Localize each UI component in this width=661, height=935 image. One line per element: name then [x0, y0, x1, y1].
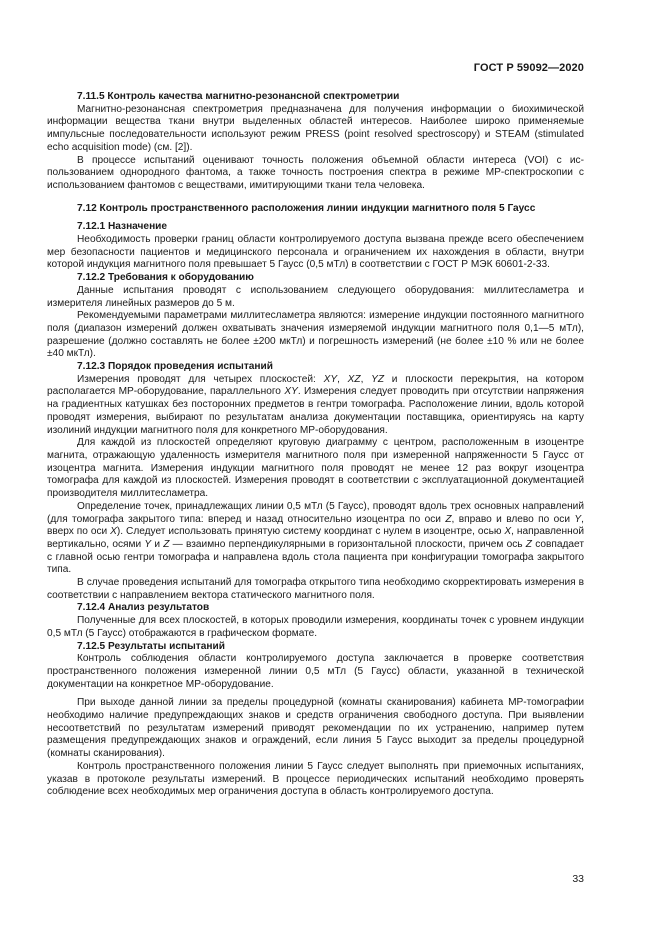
- section-heading-7-12-1: 7.12.1 Назначение: [77, 221, 168, 233]
- paragraph: Полученные для всех плоскостей, в которых проводили измерения, координаты точек с уровнем индукции 0,5 мТл (5 Гаусс) отображаются в графическом формате.: [47, 615, 584, 639]
- section-heading-7-12-3: 7.12.3 Порядок проведения испытаний: [77, 361, 273, 373]
- page-number: 33: [572, 873, 584, 885]
- paragraph: Для каждой из плоскостей определяют круговую диаграмму с центром, расположенным в изоцентре магнита, отражающую удаленность измерителя магнитного поля при измеренной напряженности 5 Гаусс от изоцентра магнита. Измерения индукции магнитного поля проводят не менее 12 раз вокруг изоцентра томографа для каждой из плоскостей. Измерения проводят в соответствии с эксплуатационной документацией производителя миллитесламетра.: [47, 437, 584, 500]
- paragraph: Контроль пространственного положения линии 5 Гаусс следует выполнять при приемочных испытаниях, указав в протоколе результаты измерений. В процессе периодических испытаний необходимо проверять соблюдение всех необходимых мер ограничения доступа в область контролируемого доступа.: [47, 760, 584, 798]
- paragraph: Рекомендуемыми параметрами миллитесламетра являются: измерение индукции постоянного магнитного поля (диапазон измерений должен охватывать значения измеряемой индукции магнитного поля 0,1—5 мТл), разрешение (должно составлять не более ±200 мкТл) и погрешность измерений (не более ±10 % или не более ±40 мкТл).: [47, 310, 584, 360]
- paragraph: В процессе испытаний оценивают точность положения объемной области интереса (VOI) с использованием однородного фантома, а также точность построения спектра в режиме МР-спектроскопии с использованием фантомов с веществами, имитирующими ткани тела человека.: [47, 154, 584, 191]
- paragraph: Данные испытания проводят с использованием следующего оборудования: миллитесламетра и измерителя линейных размеров до 5 м.: [47, 284, 584, 309]
- section-heading-7-12: 7.12 Контроль пространственного расположения линии индукции магнитного поля 5 Гаусс: [77, 202, 536, 214]
- paragraph: Контроль соблюдения области контролируемого доступа заключается в проверке соответствия пространственного положения измеренной линии 0,5 мТл (5 Гаусс) области, указанной в технической документации на конкретное МР-оборудование.: [47, 653, 584, 690]
- paragraph: Измерения проводят для четырех плоскостей: XY, XZ, YZ и плоскости перекрытия, на котором располагается МР-оборудование, параллельного XY. Измерения следует проводить при отсутствии напряжения на градиентных катушках без посторонних предметов в гентри томографа. Расположение линии, вдоль которой проводят измерения, выбирают по результатам анализа документации поставщика, ориентируясь на карту изолиний индукции магнитного поля для конкретного МР-оборудования.: [47, 373, 584, 436]
- paragraph: При выходе данной линии за пределы процедурной (комнаты сканирования) кабинета МР-томографии необходимо наличие предупреждающих знаков и средств ограничения свободного доступа. При выявлении несоответствий по результатам измерений приводят рекомендации по их устранению, например путем размещения предупреждающих знаков и ограждений, если линия 5 Гаусс выходит за пределы процедурной (комнаты сканирования).: [47, 697, 584, 760]
- paragraph: Необходимость проверки границ области контролируемого доступа вызвана прежде всего обеспечением мер безопасности пациентов и медицинского персонала и ограничением их нахождения в области, внутри которой индукция магнитного поля превышает 5 Гаусс (0,5 мТл) в соответствии с ГОСТ Р МЭК 60601-2-33.: [47, 234, 584, 271]
- paragraph: В случае проведения испытаний для томографа открытого типа необходимо скорректировать измерения в соответствии с направлением вектора статического магнитного поля.: [47, 577, 584, 601]
- page-content: [47, 91, 584, 799]
- standard-header: ГОСТ Р 59092—2020: [473, 62, 584, 74]
- paragraph: Определение точек, принадлежащих линии 0,5 мТл (5 Гаусс), проводят вдоль трех основных направлений (для томографа закрытого типа: вперед и назад относительно изоцентра по оси Z, вправо и влево по оси Y, вверх по оси X). Следует использовать принятую систему координат с нулем в изоцентре, осью X, направленной вертикально, осями Y и Z — взаимно перпендикулярными в горизонтальной плоскости, причем ось Z совпадает с главной осью гентри томографа и направлена вдоль стола пациента при конфигурации томографа закрытого типа.: [47, 500, 585, 576]
- section-heading-7-12-4: 7.12.4 Анализ результатов: [77, 602, 210, 614]
- section-heading-7-12-5: 7.12.5 Результаты испытаний: [77, 640, 225, 652]
- section-heading-7-11-5: 7.11.5 Контроль качества магнитно-резонансной спектрометрии: [77, 91, 400, 102]
- section-heading-7-12-2: 7.12.2 Требования к оборудованию: [77, 272, 254, 284]
- paragraph: Магнитно-резонансная спектрометрия предназначена для получения информации о биохимической информации вещества ткани внутри выделенных областей интересов. Наиболее широко применяемые импульсные последовательности используют режим PRESS (point resolved spectroscopy) и STEAM (stimulated echo acquisition mode) (см. [2]).: [47, 103, 584, 153]
